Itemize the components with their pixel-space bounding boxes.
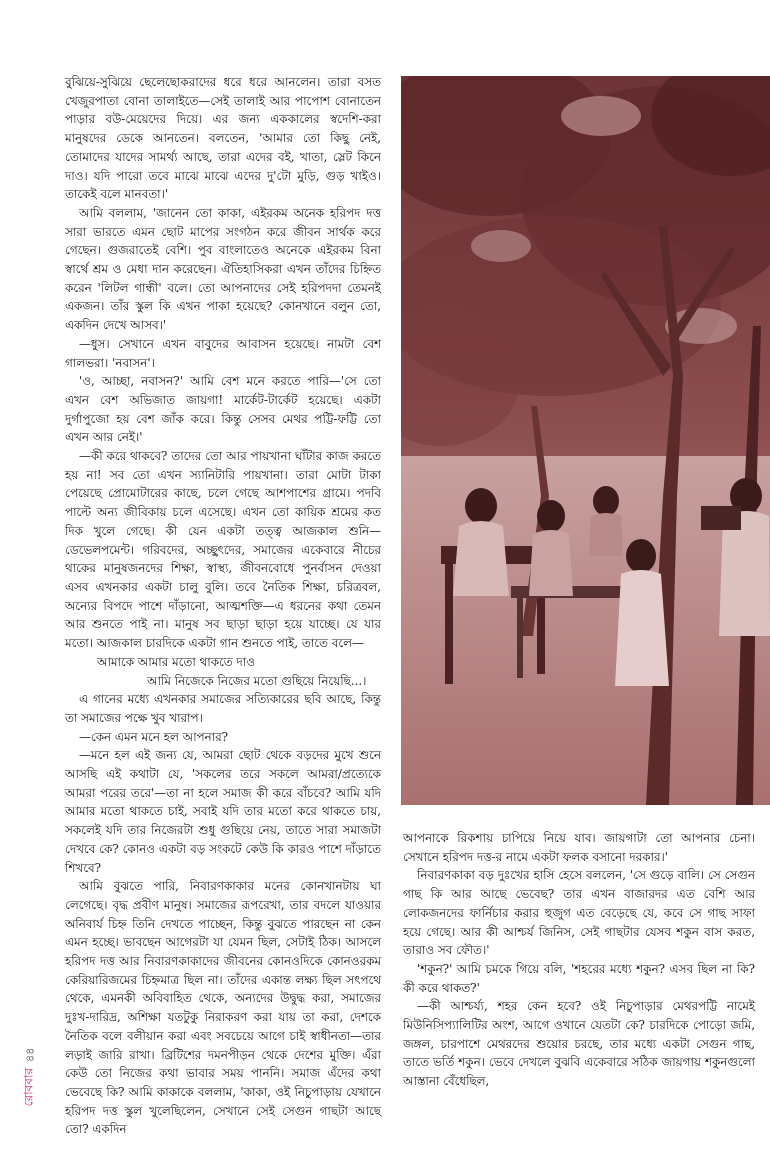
page-folio xyxy=(18,1002,42,1152)
paragraph: আমি বুঝতে পারি, নিবারণকাকার মনের কোনখানটায় ঘা লেগেছে। বৃদ্ধ প্রবীণ মানুষ। সমাজের রূপরেখা, তার বদলে যাওয়ার অনিবার্য চিহ্ন তিনি দেখতে পাচ্ছেন, কিন্তু বুঝতে পারছেন না কেন এমন হচ্ছে। ভাবছেন আগেরটা যা যেমন ছিল, সেটাই ঠিক। আসলে হরিপদ দত্ত আর নিবারণকাকাদের জীবনের কোনওদিকে কোনওরকম কেরিয়ারিজমের চিহ্নমাত্র ছিল না। তাঁদের একান্ত লক্ষ্য ছিল সৎপথে থেকে, এমনকী অবিবাহিত থেকে, অন্যদের উদ্বুদ্ধ করা, সমাজের দুঃখ-দারিদ্র, অশিক্ষা যতটুকু নিরাকরণ করা যায় তা করা, দেশকে নৈতিক বলে বলীয়ান করা এবং সবচেয়ে আগে চাই স্বাধীনতা—তার লড়াই জারি রাখা। ব্রিটিশের দমনপীড়ন থেকে দেশের মুক্তি। এঁরা কেউ তো নিজের কথা ভাবার সময় পাননি। সমাজ এঁদের কথা ভেবেছে কি? আমি কাকাকে বললাম, 'কাকা, ওই নিচুপাড়ায় যেখানে হরিপদ দত্ত স্কুল খুলেছিলেন, সেখানে সেই সেগুন গাছটা আছে তো? একদিন xyxy=(65,879,381,1137)
paragraph: —কেন এমন মনে হল আপনার? xyxy=(79,729,228,744)
paragraph: এ গানের মধ্যে এখনকার সমাজের সত্যিকারের ছবি আছে, কিন্তু তা সমাজের পক্ষে খুব খারাপ। xyxy=(65,692,381,725)
paragraph: —কী করে থাকবে? তাদের তো আর পায়খানা ঘাঁটার কাজ করতে হয় না! সব তো এখন স্যানিটারি পায়খানা। তারা মোটা টাকা পেয়েছে প্রোমোটারের কাছে, চলে গেছে আশপাশের গ্রামে। পদবি পাল্টে অন্য জীবিকায় চলে এসেছে। এখন তো কায়িক শ্রমের কত দিক খুলে গেছে। কী যেন একটা তত্ত্ব আজকাল শুনি—ডেভেলপমেন্ট। গরিবদের, অচ্ছুৎদের, সমাজের একেবারে নীচের থাকের মানুষজনদের শিক্ষা, স্বাস্থ্য, জীবনবোধে পুনর্বাসন দেওয়া এসব এখনকার একটা চালু বুলি। তবে নৈতিক শিক্ষা, চরিত্রবল, অন্যের বিপদে পাশে দাঁড়ানো, আত্মশক্তি—এ ধরনের কথা তেমন আর শুনতে পাই না। মানুষ সব ছাড়া ছাড়া হয়ে যাচ্ছে। যে যার মতো। আজকাল চারদিকে একটা গান শুনতে পাই, তাতে বলে— xyxy=(65,449,381,651)
paragraph: আপনাকে রিকশায় চাপিয়ে নিয়ে যাব। জায়গাটা তো আপনার চেনা। সেখানে হরিপদ দত্ত-র নামে একটা ফলক বসানো দরকার।' xyxy=(403,831,755,864)
paragraph: নিবারণকাকা বড় দুঃখের হাসি হেসে বললেন, 'সে গুড়ে বালি। সে সেগুন গাছ কি আর আছে ভেবেছ? তার এখন বাজারদর এত বেশি আর লোকজনদের ফার্নিচার করার হুজুগ এত বেড়েছে যে, কবে সে গাছ সাফা হয়ে গেছে। আর কী আশ্চর্য জিনিস, সেই গাছটার যেসব শকুন বাস করত, তারাও সব ফৌত।' xyxy=(403,868,755,958)
paragraph: বুঝিয়ে-সুঝিয়ে ছেলেছোকরাদের ধরে ধরে আনলেন। তারা বসত খেজুরপাতা বোনা তালাইতে—সেই তালাই আর পাপোশ বোনাতেন পাড়ার বউ-মেয়েদের দিয়ে। এর জন্য এককালের স্বদেশি-করা মানুষদের ডেকে আনতেন। বলতেন, 'আমার তো কিছু নেই, তোমাদের যাদের সামর্থ্য আছে, তারা এদের বই, খাতা, স্লেট কিনে দাও। যদি পারো তবে মাঝে মাঝে এদের দু'টো মুড়ি, গুড় খাইও। তাকেই বলে মানবতা।' xyxy=(65,75,381,202)
paragraph: আমাকে আমার মতো থাকতে দাও xyxy=(97,654,255,669)
right-text-column xyxy=(403,829,755,1091)
paragraph: আমি নিজেকে নিজের মতো গুছিয়ে নিয়েছি...। xyxy=(147,673,367,688)
paragraph: 'শকুন?' আমি চমকে গিয়ে বলি, 'শহরের মধ্যে শকুন? এসব ছিল না কি? কী করে থাকত?' xyxy=(403,961,755,995)
paragraph: —কী আশ্চর্য্য, শহর কেন হবে? ওই নিচুপাড়ার মেথরপট্টি নামেই মিউনিসিপ্যালিটির অংশ, আগে ওখানে যেতটা কে? চারদিকে পোড়ো জমি, জঙ্গল, চারপাশে মেথরদের শুয়োর চরছে, তার মধ্যে একটা সেগুন গাছ, তাতে ভর্তি শকুন। ভেবে দেখলে বুঝবি একেবারে সঠিক জায়গায় শকুনগুলো আস্তানা বেঁধেছিল, xyxy=(403,999,755,1089)
paragraph: 'ও, আচ্ছা, নবাসন?' আমি বেশ মনে করতে পারি—'সে তো এখন বেশ অভিজাত জায়গা! মার্কেট-টার্কেট হয়েছে। একটা দুর্গাপুজো হয় বেশ জাঁক করে। কিন্তু সেসব মেথর পট্টি-ফট্টি তো এখন আর নেই।' xyxy=(65,374,381,445)
paragraph: —মনে হল এই জন্য যে, আমরা ছোট থেকে বড়দের মুখে শুনে আসছি এই কথাটা যে, 'সকলের তরে সকলে আমরা/প্রত্যেকে আমরা পরের তরে'—তা না হলে সমাজ কী করে বাঁচবে? আমি যদি আমার মতো থাকতে চাই, সবাই যদি তার মতো করে থাকতে চায়, সকলেই যদি তার নিজেরটা শুধু গুছিয়ে নেয়, তাতে সারা সমাজটা দেখবে কে? কোনও একটা বড় সংকটে কেউ কি কারও পাশে দাঁড়াতে শিখবে? xyxy=(65,748,381,875)
paragraph: আমি বললাম, 'জানেন তো কাকা, এইরকম অনেক হরিপদ দত্ত সারা ভারতে এমন ছোট মাপের সংগঠন করে জীবন সার্থক করে গেছেন। গুজরাতেই বেশি। পুব বাংলাতেও অনেকে এইরকম বিনা স্বার্থে শ্রম ও মেধা দান করেছেন। ঐতিহাসিকরা এখন তাঁদের চিহ্নিত করেন 'লিটল গান্ধী' বলে। তো আপনাদের সেই হরিপদদা তেমনই একজন। তাঁর স্কুল কি এখন পাকা হয়েছে? কোনখানে বলুন তো, একদিন দেখে আসব।' xyxy=(65,205,381,333)
paragraph: —ধুস। সেখানে এখন বাবুদের আবাসন হয়েছে। নামটা বেশ গালভরা। 'নবাসন'। xyxy=(65,336,381,370)
page-number: ৪৪ xyxy=(22,1047,36,1062)
schoolchildren-under-trees-photo xyxy=(401,76,770,805)
magazine-name: রোববার xyxy=(21,1067,36,1107)
left-text-column xyxy=(65,73,381,1139)
